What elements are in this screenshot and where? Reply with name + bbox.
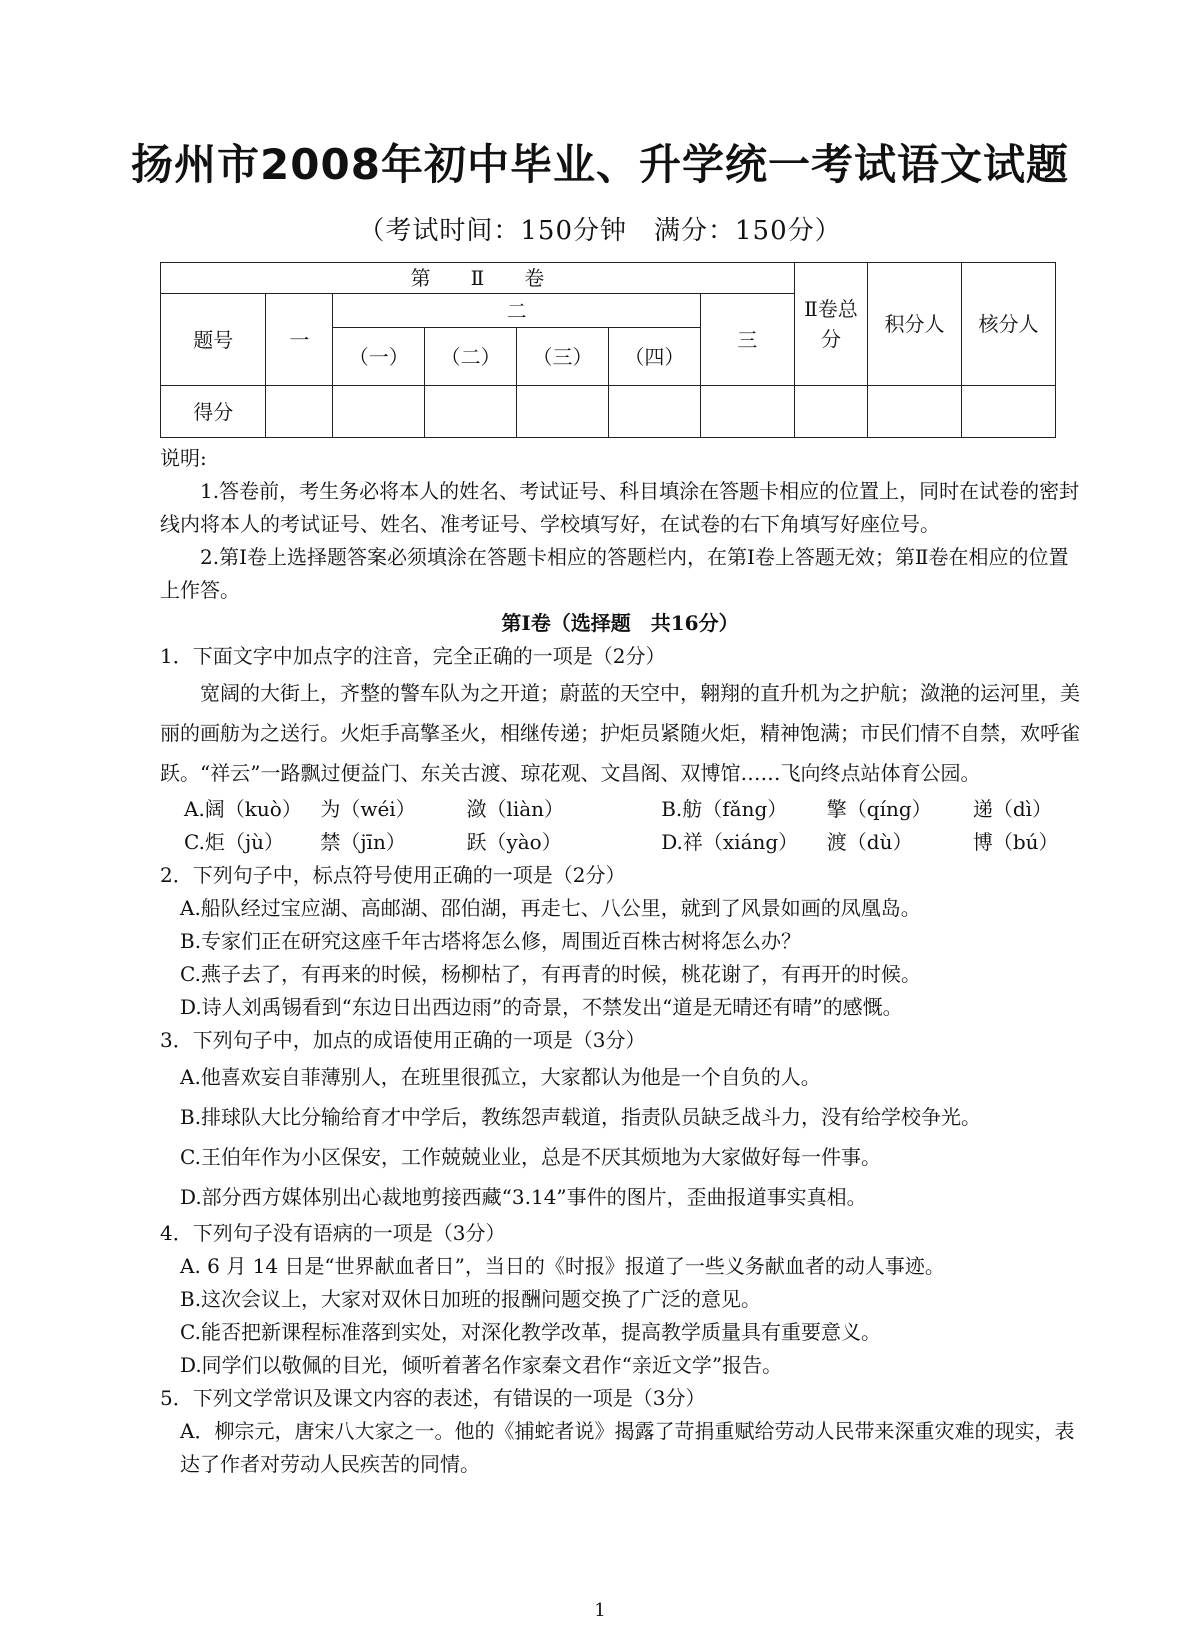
option-row [160,826,1080,859]
question-stem: 5．下列文学常识及课文内容的表述，有错误的一项是（3分） [160,1386,706,1410]
option: A. 6 月 14 日是“世界献血者日”，当日的《时报》报道了一些义务献血者的动人事迹。 [180,1254,945,1278]
part2-sub4: （四） [608,328,700,386]
option: B.舫（fǎng） [661,797,788,821]
option: D.同学们以敬佩的目光，倾听着著名作家秦文君作“亲近文学”报告。 [180,1353,783,1377]
part2-header: 二 [333,294,701,328]
part3-header: 三 [700,294,794,386]
exam-content [160,442,1080,1481]
option: D.部分西方媒体别出心裁地剪接西藏“3.14”事件的图片，歪曲报道事实真相。 [180,1185,867,1209]
option: C.燕子去了，有再来的时候，杨柳枯了，有再青的时候，桃花谢了，有再开的时候。 [180,962,921,986]
part2-sub1: （一） [333,328,425,386]
option: B.专家们正在研究这座千年古塔将怎么修，周围近百株古树将怎么办？ [180,929,802,953]
scorer-header: 积分人 [868,263,962,386]
question-stem: 4．下列句子没有语病的一项是（3分） [160,1221,506,1245]
option: C.能否把新课程标准落到实处，对深化教学改革，提高教学质量具有重要意义。 [180,1320,881,1344]
question-stem: 3．下列句子中，加点的成语使用正确的一项是（3分） [160,1028,646,1052]
option: A.他喜欢妄自菲薄别人，在班里很孤立，大家都认为他是一个自负的人。 [180,1065,821,1089]
option: 跃（yào） [466,830,562,854]
option: B.这次会议上，大家对双休日加班的报酬问题交换了广泛的意见。 [180,1287,762,1311]
score-table [160,262,1056,438]
option: 渡（dù） [826,830,913,854]
option: A.阔（kuò） [184,797,302,821]
option: 擎（qíng） [826,797,932,821]
question-passage: 宽阔的大街上，齐整的警车队为之开道；蔚蓝的天空中，翱翔的直升机为之护航；潋滟的运河里，美丽的画舫为之送行。火炬手高擎圣火，相继传递；护炬员紧随火炬，精神饱满；市民们情不自禁，欢呼雀跃。“祥云”一路飘过便益门、东关古渡、琼花观、文昌阁、双博馆……飞向终点站体育公园。 [160,681,1080,785]
option: 为（wéi） [320,797,416,821]
part1-header: 一 [266,294,333,386]
option: 潋（liàn） [466,797,565,821]
option: C.王伯年作为小区保安，工作兢兢业业，总是不厌其烦地为大家做好每一件事。 [180,1145,881,1169]
score-cell [961,386,1055,438]
question-number-header: 题号 [161,294,266,386]
part2-sub2: （二） [425,328,517,386]
score-cell [333,386,425,438]
score-cell [266,386,333,438]
score-cell [425,386,517,438]
score-cell [700,386,794,438]
option: 递（dì） [972,797,1053,821]
instruction-item: 1.答卷前，考生务必将本人的姓名、考试证号、科目填涂在答题卡相应的位置上，同时在试卷的密封线内将本人的考试证号、姓名、准考证号、学校填写好，在试卷的右下角填写好座位号。 [160,479,1080,536]
vol2-header: 第 Ⅱ 卷 [161,263,795,294]
vol2-total-header: Ⅱ卷总分 [794,263,867,386]
question-stem: 1．下面文字中加点字的注音，完全正确的一项是（2分） [160,644,666,668]
score-cell [517,386,609,438]
instructions-heading: 说明: [160,446,207,470]
checker-header: 核分人 [961,263,1055,386]
option: D.诗人刘禹锡看到“东边日出西边雨”的奇景，不禁发出“道是无晴还有晴”的感慨。 [180,995,903,1019]
option: B.排球队大比分输给育才中学后，教练怨声载道，指责队员缺乏战斗力，没有给学校争光。 [180,1105,982,1129]
option: C.炬（jù） [184,830,285,854]
exam-info: （考试时间：150分钟 满分：150分） [358,216,842,246]
option: 禁（jīn） [320,830,406,854]
option: A.船队经过宝应湖、高邮湖、邵伯湖，再走七、八公里，就到了风景如画的凤凰岛。 [180,896,921,920]
part2-sub3: （三） [517,328,609,386]
option: 博（bú） [972,830,1059,854]
score-cell [794,386,867,438]
score-cell [868,386,962,438]
page-number: 1 [594,1600,606,1621]
option: A．柳宗元，唐宋八大家之一。他的《捕蛇者说》揭露了苛捐重赋给劳动人民带来深重灾难的现实，表达了作者对劳动人民疾苦的同情。 [180,1419,1075,1476]
section-title: 第Ⅰ卷（选择题 共16分） [501,611,739,635]
score-cell [608,386,700,438]
score-row-label: 得分 [161,386,266,438]
question-stem: 2．下列句子中，标点符号使用正确的一项是（2分） [160,863,626,887]
option: D.祥（xiáng） [661,830,799,854]
instruction-item: 2.第Ⅰ卷上选择题答案必须填涂在答题卡相应的答题栏内，在第Ⅰ卷上答题无效；第Ⅱ卷在相应的位置上作答。 [160,545,1069,602]
page-title: 扬州市2008年初中毕业、升学统一考试语文试题 [131,140,1069,189]
option-row [160,793,1080,826]
